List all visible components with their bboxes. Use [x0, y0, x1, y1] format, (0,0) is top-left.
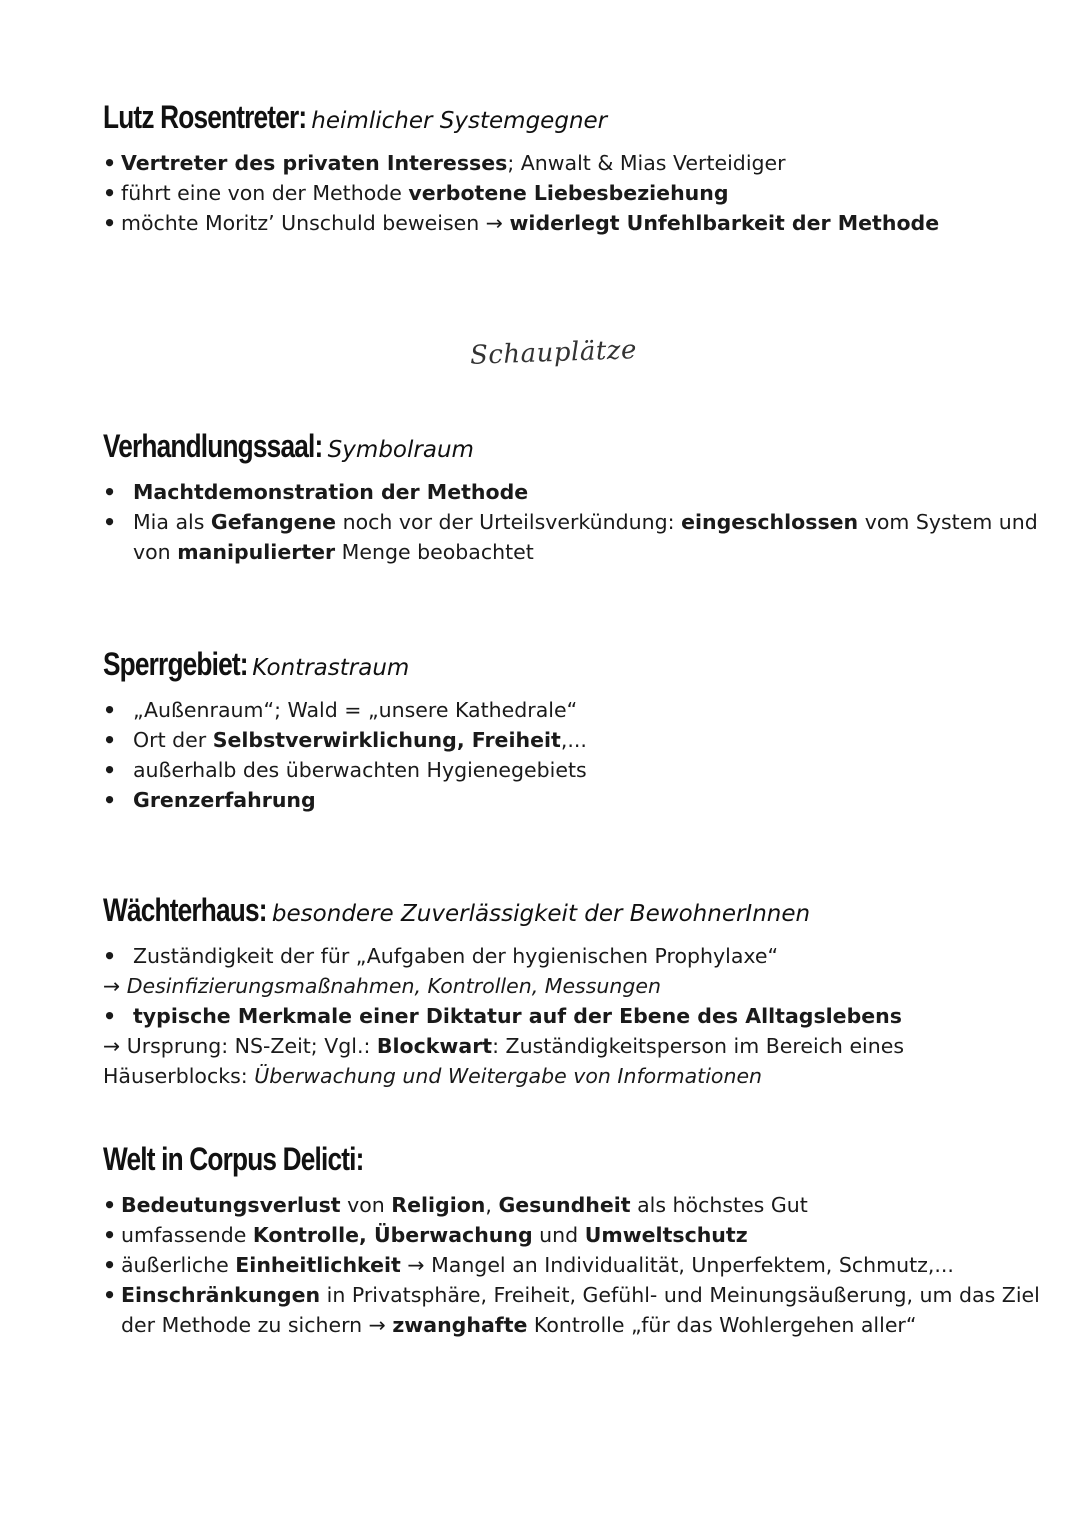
- list-item: • „Außenraum“; Wald = „unsere Kathedrale“: [103, 695, 990, 725]
- section-sperrgebiet: [103, 645, 990, 815]
- heading-sperrgebiet-subtitle: Kontrastraum: [252, 655, 410, 681]
- heading-verhandlungssaal-subtitle: Symbolraum: [327, 437, 474, 463]
- list-item-continuation: von manipulierter Menge beobachtet: [133, 540, 534, 564]
- section-verhandlungssaal: [103, 427, 1038, 567]
- section-heading-schauplaetze: Schauplätze: [469, 335, 638, 371]
- list-item: • Einschränkungen in Privatsphäre, Freiheit, Gefühl- und Meinungsäußerung, um das Ziel: [103, 1280, 990, 1310]
- section-waechterhaus: [103, 891, 990, 1091]
- list-item: • führt eine von der Methode verbotene Liebesbeziehung: [103, 178, 990, 208]
- heading-waechterhaus: Wächterhaus: besondere Zuverlässigkeit der BewohnerInnen: [103, 891, 830, 933]
- list-item: • möchte Moritz’ Unschuld beweisen → widerlegt Unfehlbarkeit der Methode: [103, 208, 990, 238]
- list-item-note: → Ursprung: NS-Zeit; Vgl.: Blockwart: Zuständigkeitsperson im Bereich eines: [103, 1034, 905, 1058]
- list-item: • Vertreter des privaten Interesses; Anwalt & Mias Verteidiger: [103, 148, 990, 178]
- list-item: • typische Merkmale einer Diktatur auf der Ebene des Alltagslebens: [103, 1001, 990, 1031]
- heading-welt: Welt in Corpus Delicti:: [103, 1141, 364, 1177]
- heading-lutz-subtitle: heimlicher Systemgegner: [311, 108, 608, 134]
- list-item: • Grenzerfahrung: [103, 785, 990, 815]
- list-item: • umfassende Kontrolle, Überwachung und Umweltschutz: [103, 1220, 990, 1250]
- list-item: • Machtdemonstration der Methode: [103, 477, 990, 507]
- heading-waechterhaus-subtitle: besondere Zuverlässigkeit der BewohnerInnen: [271, 901, 810, 927]
- heading-verhandlungssaal: Verhandlungssaal: Symbolraum: [103, 427, 830, 469]
- list-item: • Bedeutungsverlust von Religion, Gesundheit als höchstes Gut: [103, 1190, 990, 1220]
- section-welt-in-corpus-delicti: [103, 1140, 1040, 1340]
- list-item-continuation: der Methode zu sichern → zwanghafte Kontrolle „für das Wohlergehen aller“: [121, 1313, 917, 1337]
- heading-sperrgebiet: Sperrgebiet: Kontrastraum: [103, 645, 830, 687]
- list-item: • Zuständigkeit der für „Aufgaben der hygienischen Prophylaxe“: [103, 941, 990, 971]
- list-item: • Mia als Gefangene noch vor der Urteilsverkündung: eingeschlossen vom System und: [103, 507, 990, 537]
- list-item: • außerhalb des überwachten Hygienegebiets: [103, 755, 990, 785]
- list-item: • äußerliche Einheitlichkeit → Mangel an Individualität, Unperfektem, Schmutz,...: [103, 1250, 990, 1280]
- list-item-note: Häuserblocks: Überwachung und Weitergabe von Informationen: [103, 1064, 763, 1088]
- section-lutz-rosentreter: [103, 98, 990, 238]
- heading-lutz: Lutz Rosentreter: heimlicher Systemgegner: [103, 98, 830, 140]
- list-item-note: → Desinfizierungsmaßnahmen, Kontrollen, Messungen: [103, 974, 662, 998]
- list-item: • Ort der Selbstverwirklichung, Freiheit,...: [103, 725, 990, 755]
